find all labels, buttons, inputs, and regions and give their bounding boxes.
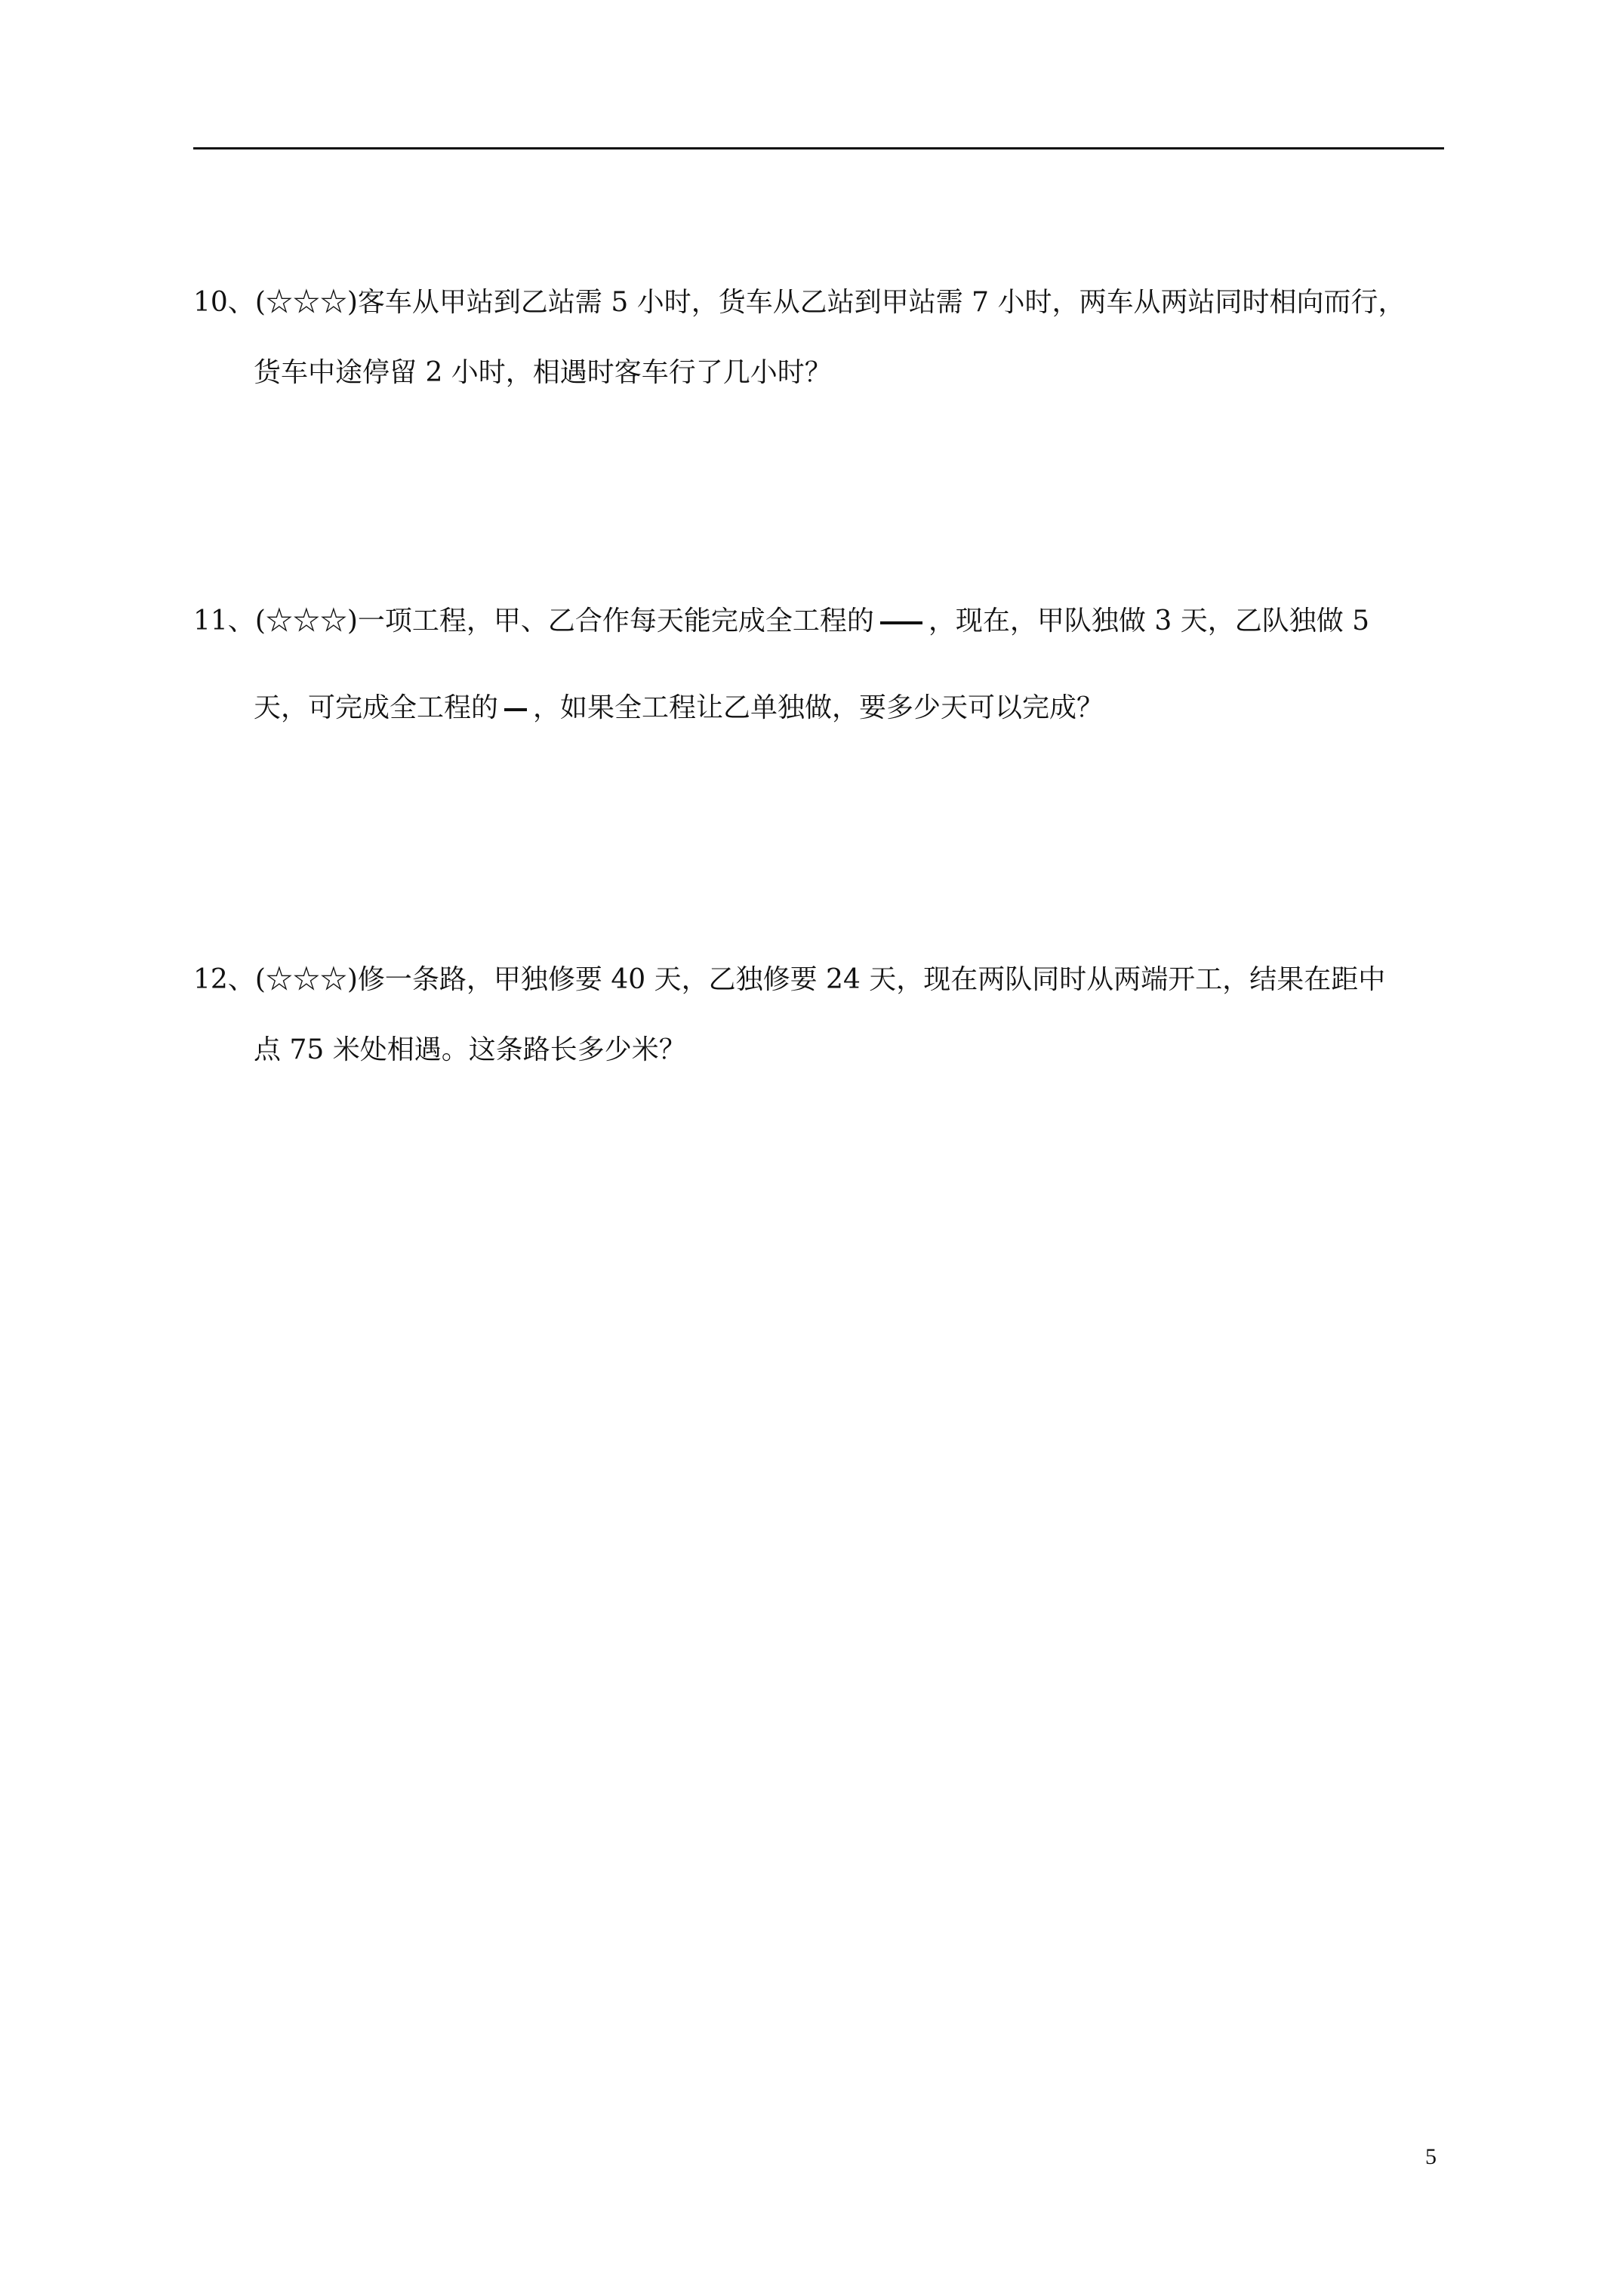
- problem-12-line-1: [193, 966, 1385, 994]
- problem-11-line-2: [254, 692, 1104, 723]
- problem-number: 10、: [193, 287, 255, 318]
- difficulty-stars: (☆☆☆): [254, 964, 358, 995]
- problem-number: 11、: [193, 606, 255, 636]
- problem-text: ，如果全工程让乙单独做，要多少天可以完成？: [533, 692, 1104, 723]
- problem-10-line-2: [254, 359, 832, 387]
- fraction-bar: [880, 621, 922, 624]
- problem-text: 客车从甲站到乙站需 5 小时，货车从乙站到甲站需 7 小时，两车从两站同时相向而行，: [357, 287, 1406, 318]
- problem-text: 天，可完成全工程的: [254, 692, 499, 723]
- problem-text: 货车中途停留 2 小时，相遇时客车行了几小时？: [254, 357, 832, 388]
- problem-text: 修一条路，甲独修要 40 天，乙独修要 24 天，现在两队同时从两端开工，结果在距中: [357, 964, 1386, 995]
- page-number: 5: [1425, 2144, 1437, 2169]
- problem-10-line-1: [193, 289, 1406, 316]
- problem-text: 点 75 米处相遇。这条路长多少米？: [254, 1034, 686, 1065]
- difficulty-stars: (☆☆☆): [254, 287, 358, 318]
- difficulty-stars: (☆☆☆): [254, 606, 358, 636]
- problem-text: ，现在，甲队独做 3 天，乙队独做 5: [928, 606, 1370, 636]
- fraction-bar: [504, 708, 527, 711]
- problem-text: 一项工程，甲、乙合作每天能完成全工程的: [357, 606, 874, 636]
- problem-12-line-2: [254, 1034, 686, 1065]
- header-rule: [193, 147, 1444, 149]
- problem-11-line-1: [193, 608, 1369, 635]
- problem-number: 12、: [193, 964, 255, 995]
